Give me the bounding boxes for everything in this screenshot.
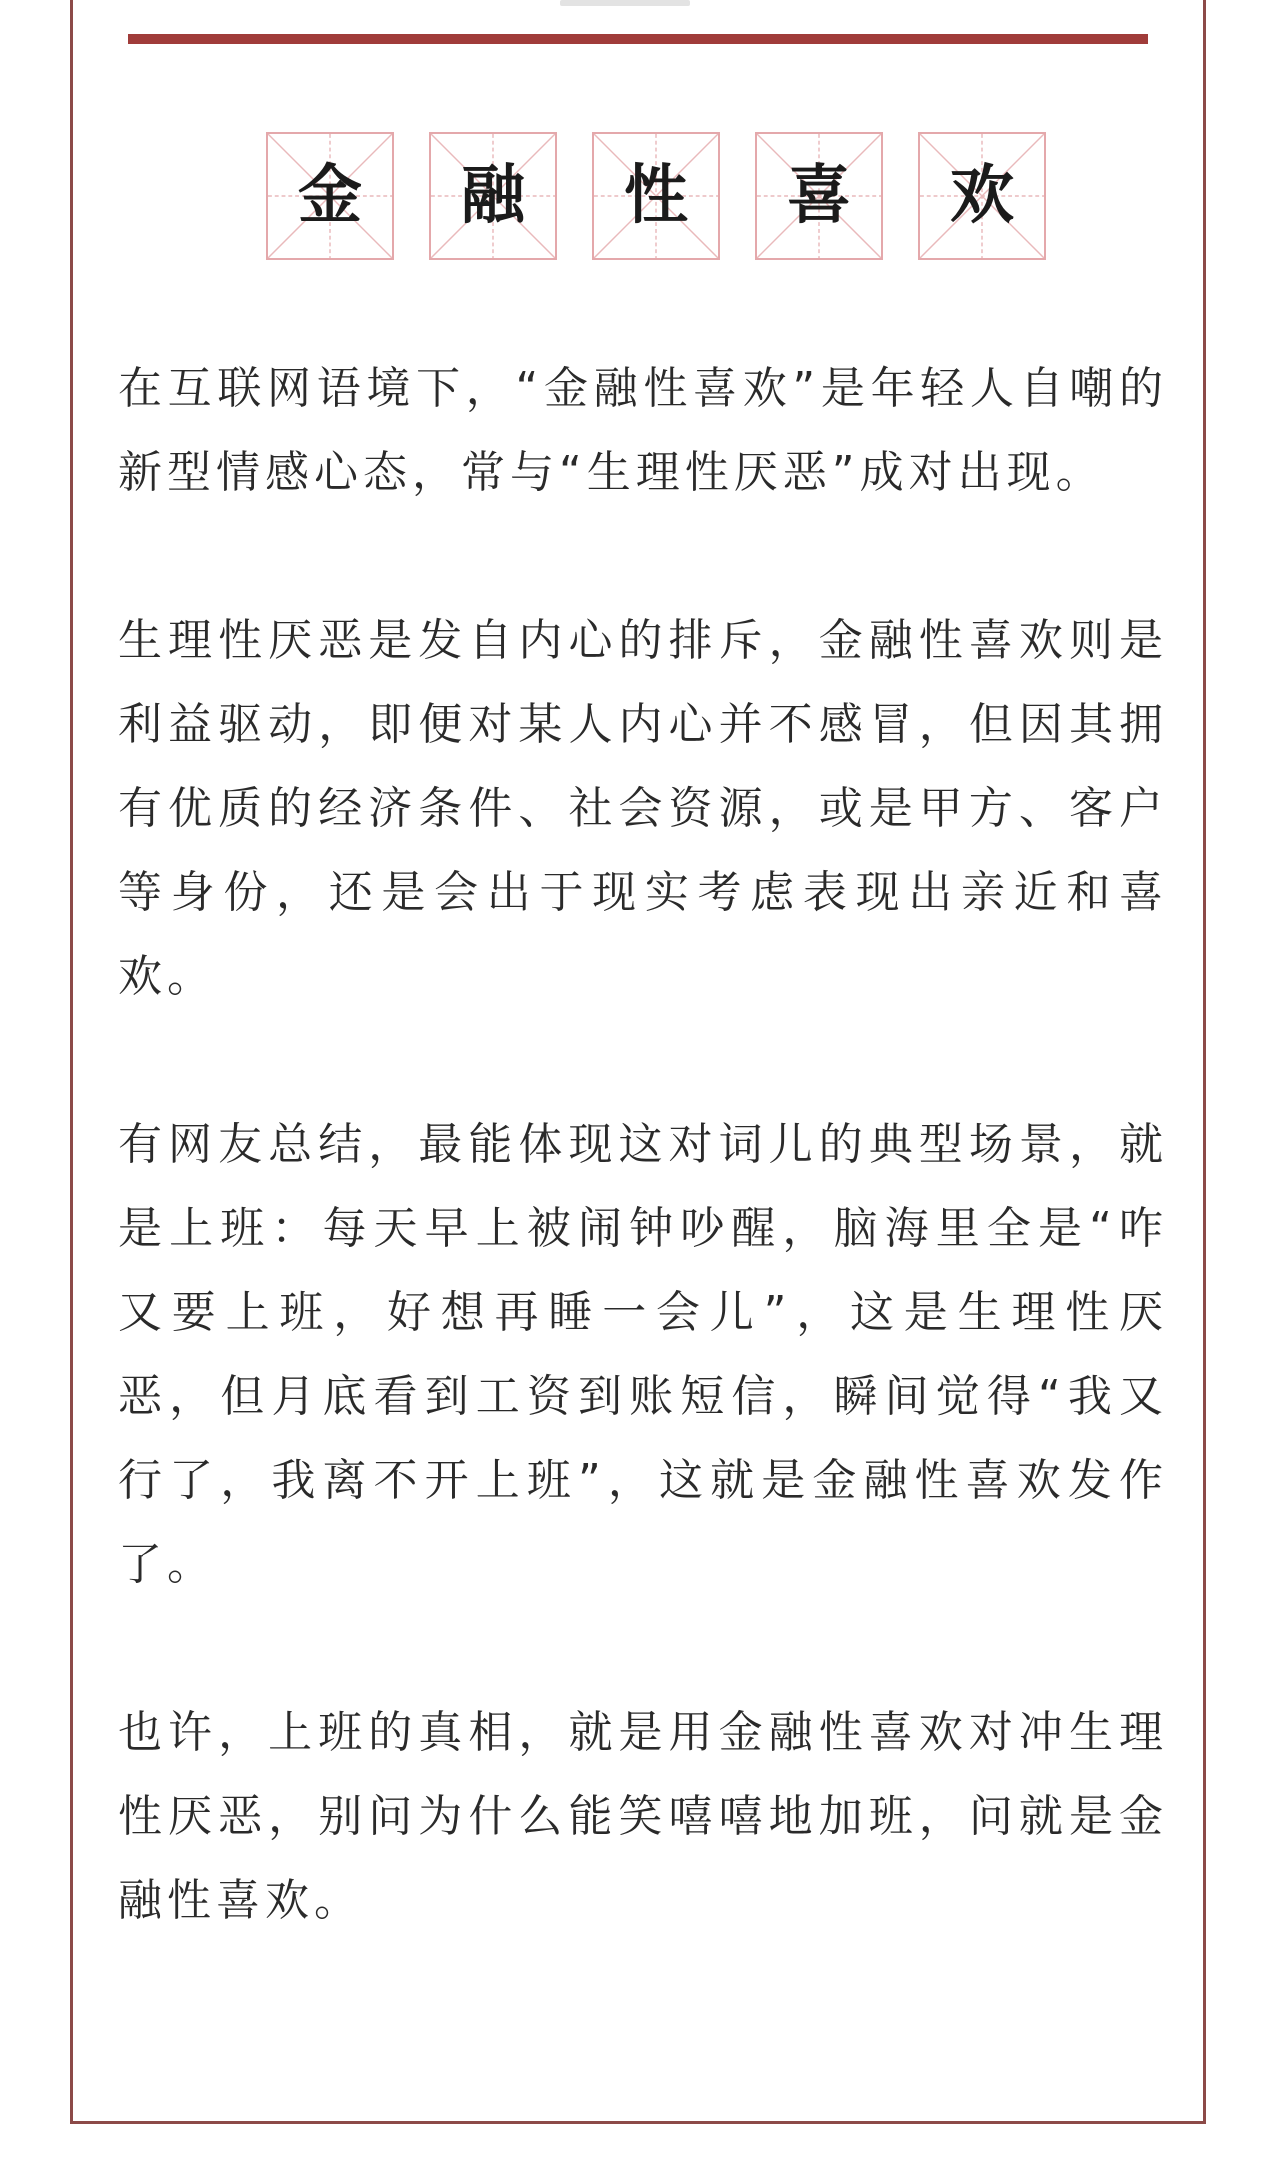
article-paragraph: 有网友总结，最能体现这对词儿的典型场景，就是上班：每天早上被闹钟吵醒，脑海里全是“咋又要上班，好想再睡一会儿”，这是生理性厌恶，但月底看到工资到账短信，瞬间觉得“我又行了，我离不开上班”，这就是金融性喜欢发作了。 — [118, 1119, 1168, 1590]
article-paragraph: 在互联网语境下，“金融性喜欢”是年轻人自嘲的新型情感心态，常与“生理性厌恶”成对出现。 — [118, 363, 1168, 498]
title-char: 融 — [461, 159, 525, 233]
title-char: 性 — [624, 159, 688, 233]
header-divider — [128, 34, 1148, 44]
title-char: 喜 — [787, 159, 851, 233]
title-char-box — [918, 132, 1046, 260]
title-char: 欢 — [950, 159, 1014, 233]
cropped-header-fragment — [560, 0, 690, 6]
title-char-box — [429, 132, 557, 260]
article-paragraph: 生理性厌恶是发自内心的排斥，金融性喜欢则是利益驱动，即便对某人内心并不感冒，但因其拥有优质的经济条件、社会资源，或是甲方、客户等身份，还是会出于现实考虑表现出亲近和喜欢。 — [118, 615, 1168, 1002]
title-char-box — [755, 132, 883, 260]
title-char: 金 — [298, 159, 362, 233]
article-body — [118, 347, 1168, 2027]
title-char-box — [266, 132, 394, 260]
title-grid — [266, 132, 1066, 262]
title-char-box — [592, 132, 720, 260]
article-paragraph: 也许，上班的真相，就是用金融性喜欢对冲生理性厌恶，别问为什么能笑嘻嘻地加班，问就是金融性喜欢。 — [118, 1707, 1168, 1926]
